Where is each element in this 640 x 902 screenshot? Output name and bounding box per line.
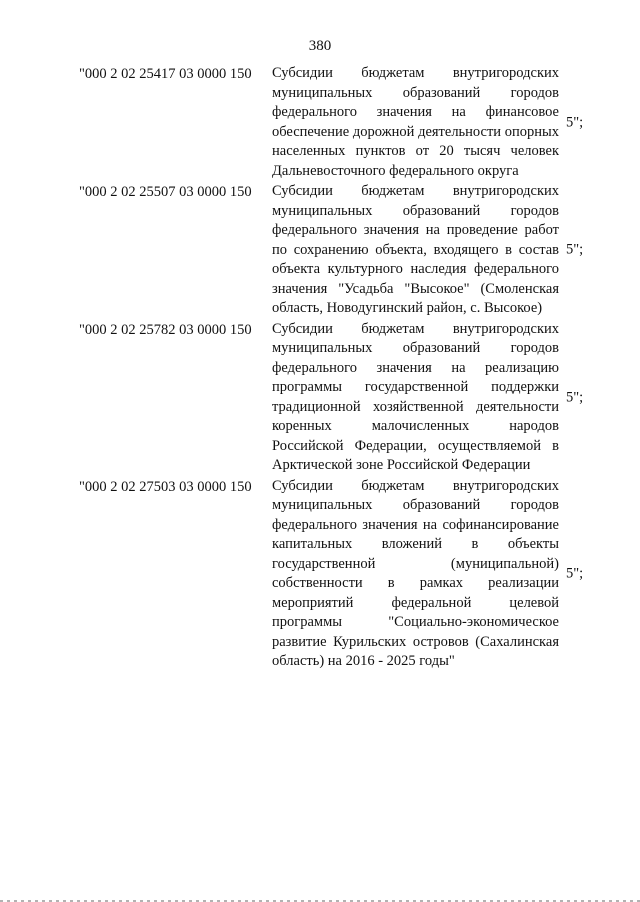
row-description: Субсидии бюджетам внутригородских муниципальных образований городов федерального значения на софинансирование капитальных вложений в объекты государственной (муниципальной) собственности в рамках реализации мероприятий федеральной целевой программы "Социально-экономическое развитие Курильских островов (Сахалинская область) на 2016 - 2025 годы" <box>272 477 559 669</box>
page-number: 380 <box>308 38 332 54</box>
budget-classification-code: "000 2 02 27503 03 0000 150 <box>79 478 252 495</box>
table-row <box>0 182 640 319</box>
table-row <box>0 477 640 672</box>
budget-classification-code: "000 2 02 25507 03 0000 150 <box>79 184 252 200</box>
row-value: 5"; <box>566 389 584 405</box>
table-row <box>0 320 640 476</box>
budget-code-table <box>0 64 640 672</box>
budget-classification-code: "000 2 02 25417 03 0000 150 <box>79 66 252 82</box>
row-description: Субсидии бюджетам внутригородских муниципальных образований городов федерального значения на проведение работ по сохранению объекта, входящего в состав объекта культурного наследия федерального значения "Усадьба "Высокое" (Смоленская область, Новодугинский район, с. Высокое) <box>272 183 559 316</box>
budget-classification-code: "000 2 02 25782 03 0000 150 <box>79 321 252 338</box>
row-description: Субсидии бюджетам внутригородских муниципальных образований городов федерального значения на реализацию программы государственной поддержки традиционной хозяйственной деятельности коренных малочисленных народов Российской Федерации, осуществляемой в Арктической зоне Российской Федерации <box>272 320 559 473</box>
row-value: 5"; <box>566 114 584 130</box>
row-value: 5"; <box>566 565 584 582</box>
row-value: 5"; <box>566 241 584 258</box>
table-row <box>0 64 640 181</box>
row-description: Субсидии бюджетам внутригородских муниципальных образований городов федерального значения на финансовое обеспечение дорожной деятельности опорных населенных пунктов от 20 тысяч человек Дальневосточного федерального округа <box>272 65 559 179</box>
